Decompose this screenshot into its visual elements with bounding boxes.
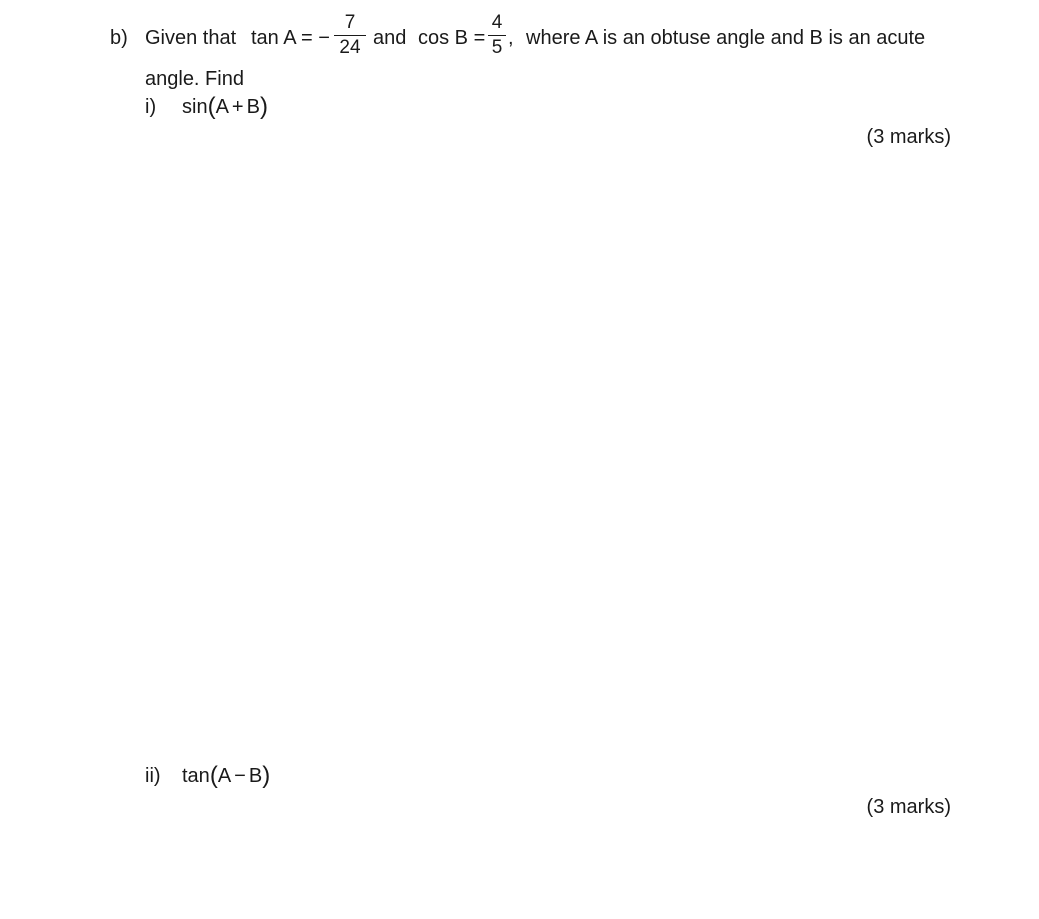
fraction-bar bbox=[334, 35, 366, 36]
question-text-line-2: angle. Find bbox=[145, 68, 244, 90]
fraction-numerator: 7 bbox=[344, 12, 356, 33]
fraction-denominator: 5 bbox=[491, 37, 503, 58]
comma: , bbox=[508, 27, 514, 49]
given-text: Given that bbox=[145, 27, 237, 49]
marks-ii: (3 marks) bbox=[866, 796, 951, 818]
and-text: and bbox=[373, 27, 407, 49]
cos-b-expression: cos B = bbox=[418, 27, 486, 49]
sub-question-ii-label: ii) bbox=[145, 765, 161, 787]
variable-b: B bbox=[248, 765, 263, 787]
fraction-numerator: 4 bbox=[491, 12, 503, 33]
operator-minus: − bbox=[234, 765, 246, 787]
operator-plus: + bbox=[231, 96, 244, 118]
part-b-label: b) bbox=[110, 27, 128, 49]
open-paren: ( bbox=[209, 762, 218, 789]
sub-question-ii-expression bbox=[182, 764, 270, 788]
function-name: sin bbox=[182, 96, 208, 118]
function-name: tan bbox=[182, 765, 210, 787]
marks-i: (3 marks) bbox=[866, 126, 951, 148]
variable-a: A bbox=[215, 96, 229, 118]
variable-b: B bbox=[246, 96, 260, 118]
question-text-rest: where A is an obtuse angle and B is an acute bbox=[526, 27, 926, 49]
fraction-seven-over-twenty-four bbox=[334, 12, 366, 58]
sub-question-i-expression bbox=[182, 95, 268, 119]
close-paren: ) bbox=[262, 762, 271, 789]
tan-a-expression: tan A = − bbox=[251, 27, 330, 49]
close-paren: ) bbox=[259, 93, 268, 120]
fraction-four-over-five bbox=[488, 12, 506, 58]
open-paren: ( bbox=[207, 93, 216, 120]
sub-question-i-label: i) bbox=[145, 96, 157, 118]
variable-a: A bbox=[217, 765, 232, 787]
fraction-bar bbox=[488, 35, 506, 36]
fraction-denominator: 24 bbox=[339, 37, 361, 58]
